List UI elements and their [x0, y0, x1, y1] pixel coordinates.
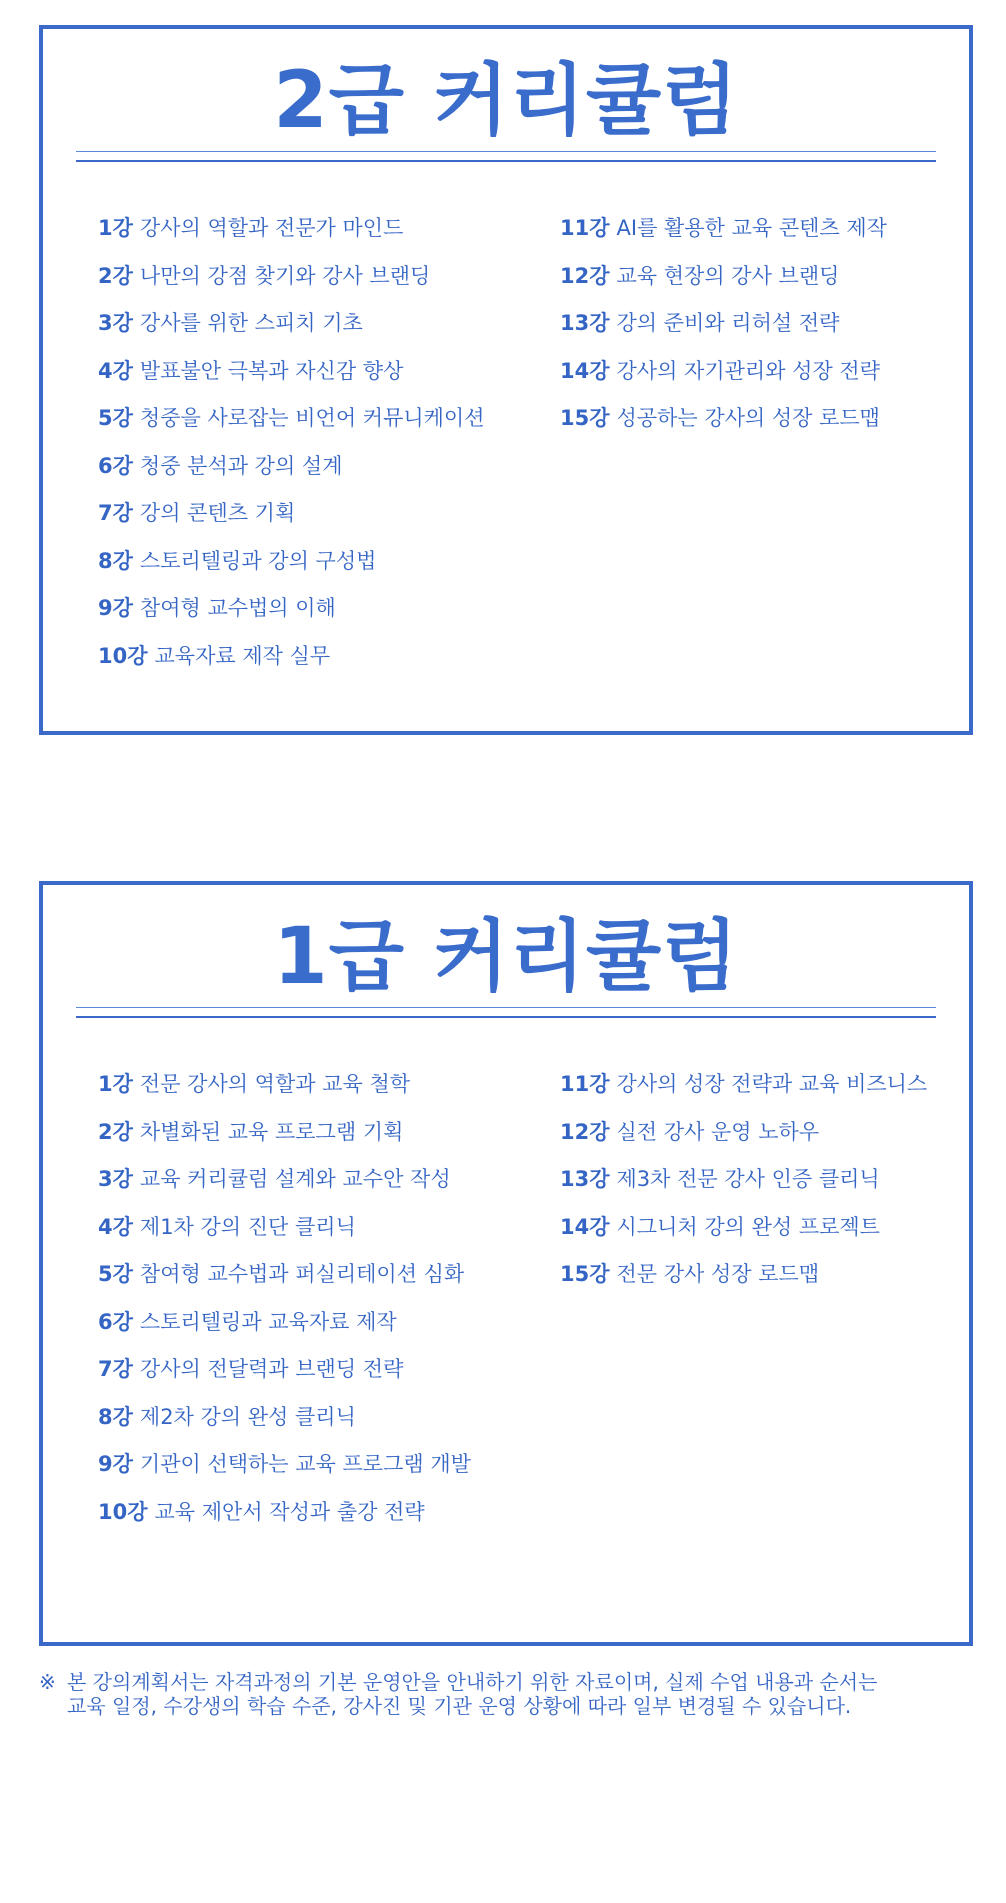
lecture-number: 15강 [560, 406, 610, 430]
footnote-line-1 [39, 1670, 973, 1694]
lecture-number: 14강 [560, 358, 610, 383]
lecture-number: 5강 [98, 406, 133, 430]
lecture-item [98, 1449, 548, 1497]
lecture-title: 교육 제안서 작성과 출강 전략 [154, 1499, 425, 1524]
lecture-number: 7강 [98, 1357, 133, 1381]
lecture-item [560, 1259, 960, 1307]
lecture-title: 차별화된 교육 프로그램 기획 [139, 1119, 404, 1144]
lecture-item [560, 1212, 960, 1260]
lecture-item [98, 213, 548, 261]
title-divider-thick [76, 1016, 936, 1018]
lecture-item [560, 1164, 960, 1212]
curriculum-panel-level1 [39, 881, 973, 1646]
lecture-title: 강의 준비와 리허설 전략 [616, 311, 840, 335]
lecture-number: 5강 [98, 1262, 133, 1286]
lecture-list-right [560, 213, 960, 451]
lecture-title: 제1차 강의 진단 클리닉 [139, 1214, 356, 1239]
title-divider-thick [76, 160, 936, 162]
lecture-number: 1강 [98, 216, 133, 240]
lecture-title: 강사의 성장 전략과 교육 비즈니스 [616, 1072, 928, 1096]
lecture-number: 8강 [98, 1404, 133, 1429]
lecture-item [98, 1259, 548, 1307]
lecture-title: 강사의 자기관리와 성장 전략 [616, 358, 880, 383]
lecture-item [98, 308, 548, 356]
lecture-number: 6강 [98, 1309, 133, 1334]
lecture-item [98, 451, 548, 499]
lecture-item [98, 261, 548, 309]
lecture-item [560, 1069, 960, 1117]
footnote [39, 1670, 973, 1718]
lecture-item [98, 546, 548, 594]
lecture-title: 시그니처 강의 완성 프로젝트 [616, 1214, 880, 1239]
lecture-number: 10강 [98, 643, 148, 668]
lecture-title: 발표불안 극복과 자신감 향상 [139, 358, 404, 383]
lecture-title: 교육 커리큘럼 설계와 교수안 작성 [139, 1167, 451, 1191]
lecture-list-left [98, 1069, 548, 1544]
lecture-list-left [98, 213, 548, 688]
lecture-title: 스토리텔링과 강의 구성법 [139, 548, 377, 573]
lecture-title: 성공하는 강사의 성장 로드맵 [616, 406, 880, 430]
reference-mark: ※ [39, 1670, 56, 1694]
lecture-number: 6강 [98, 453, 133, 478]
lecture-title: 강의 콘텐츠 기획 [139, 501, 296, 525]
lecture-item [98, 1354, 548, 1402]
lecture-number: 7강 [98, 501, 133, 525]
lecture-item [98, 593, 548, 641]
lecture-item [98, 1212, 548, 1260]
lecture-number: 14강 [560, 1214, 610, 1239]
lecture-item [98, 1117, 548, 1165]
lecture-item [98, 1164, 548, 1212]
lecture-title: 교육 현장의 강사 브랜딩 [616, 263, 840, 288]
lecture-title: AI를 활용한 교육 콘텐츠 제작 [616, 216, 887, 240]
lecture-title: 교육자료 제작 실무 [154, 643, 331, 668]
lecture-number: 2강 [98, 263, 133, 288]
lecture-title: 스토리텔링과 교육자료 제작 [139, 1309, 397, 1334]
lecture-number: 12강 [560, 1119, 610, 1144]
lecture-number: 12강 [560, 263, 610, 288]
footnote-text-1: 본 강의계획서는 자격과정의 기본 운영안을 안내하기 위한 자료이며, 실제 수업 내용과 순서는 [67, 1670, 878, 1694]
title-divider-thin [76, 151, 936, 152]
lecture-title: 나만의 강점 찾기와 강사 브랜딩 [139, 263, 431, 288]
lecture-number: 2강 [98, 1119, 133, 1144]
lecture-number: 4강 [98, 1214, 133, 1239]
lecture-number: 9강 [98, 596, 133, 620]
lecture-number: 13강 [560, 311, 610, 335]
lecture-title: 제2차 강의 완성 클리닉 [139, 1404, 356, 1429]
lecture-list-right [560, 1069, 960, 1307]
lecture-item [98, 403, 548, 451]
lecture-item [98, 1307, 548, 1355]
lecture-item [560, 356, 960, 404]
lecture-item [98, 1069, 548, 1117]
lecture-number: 13강 [560, 1167, 610, 1191]
lecture-title: 제3차 전문 강사 인증 클리닉 [616, 1167, 880, 1191]
lecture-number: 11강 [560, 216, 610, 240]
lecture-title: 전문 강사의 역할과 교육 철학 [139, 1072, 411, 1096]
lecture-number: 10강 [98, 1499, 148, 1524]
lecture-item [560, 308, 960, 356]
lecture-number: 1강 [98, 1072, 133, 1096]
lecture-title: 강사의 역할과 전문가 마인드 [139, 216, 404, 240]
title-divider-thin [76, 1007, 936, 1008]
lecture-number: 3강 [98, 1167, 133, 1191]
lecture-number: 15강 [560, 1262, 610, 1286]
panel-title: 1급 커리큘럼 [273, 912, 739, 1002]
lecture-title: 전문 강사 성장 로드맵 [616, 1262, 820, 1286]
lecture-item [560, 403, 960, 451]
lecture-item [560, 213, 960, 261]
lecture-item [98, 498, 548, 546]
lecture-number: 11강 [560, 1072, 610, 1096]
lecture-title: 강사의 전달력과 브랜딩 전략 [139, 1357, 404, 1381]
lecture-number: 4강 [98, 358, 133, 383]
lecture-number: 3강 [98, 311, 133, 335]
footnote-line-2: 교육 일정, 수강생의 학습 수준, 강사진 및 기관 운영 상황에 따라 일부 변경될 수 있습니다. [67, 1694, 852, 1718]
lecture-number: 8강 [98, 548, 133, 573]
lecture-title: 기관이 선택하는 교육 프로그램 개발 [139, 1452, 471, 1476]
lecture-title: 청중 분석과 강의 설계 [139, 453, 343, 478]
lecture-title: 참여형 교수법의 이해 [139, 596, 336, 620]
panel-title: 2급 커리큘럼 [273, 56, 739, 146]
lecture-title: 청중을 사로잡는 비언어 커뮤니케이션 [139, 406, 485, 430]
lecture-title: 강사를 위한 스피치 기초 [139, 311, 363, 335]
curriculum-panel-level2 [39, 25, 973, 735]
lecture-item [98, 1402, 548, 1450]
lecture-item [98, 356, 548, 404]
lecture-item [98, 641, 548, 689]
lecture-title: 실전 강사 운영 노하우 [616, 1119, 820, 1144]
lecture-number: 9강 [98, 1452, 133, 1476]
lecture-title: 참여형 교수법과 퍼실리테이션 심화 [139, 1262, 465, 1286]
lecture-item [98, 1497, 548, 1545]
lecture-item [560, 261, 960, 309]
lecture-item [560, 1117, 960, 1165]
